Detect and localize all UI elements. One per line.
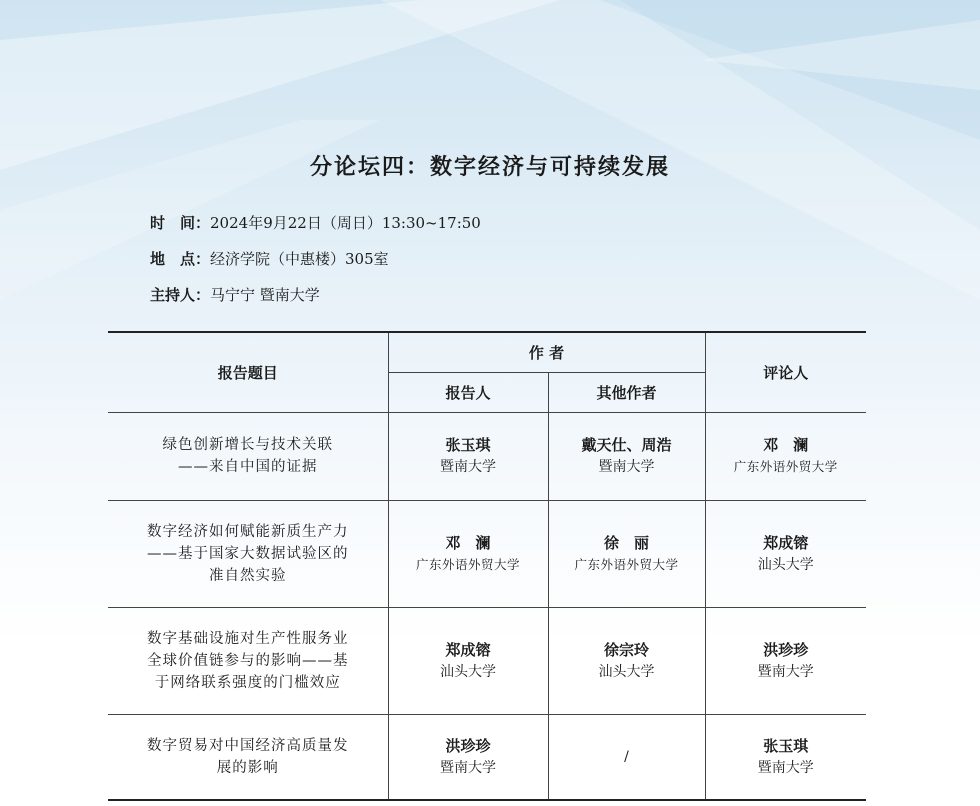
presenter-cell (388, 714, 548, 800)
commentator-cell (705, 500, 866, 607)
table-row (108, 607, 866, 714)
time-value: 2024年9月22日（周日）13:30~17:50 (210, 214, 481, 232)
table-row (108, 412, 866, 500)
header-authors: 作 者 (388, 332, 705, 372)
topic-line: ——来自中国的证据 (178, 459, 318, 475)
table-row (108, 714, 866, 800)
header-coauthors: 其他作者 (548, 372, 705, 412)
meta-time (150, 212, 481, 233)
header-topic: 报告题目 (108, 332, 388, 412)
table-row (108, 500, 866, 607)
place-label: 地 点： (150, 250, 211, 268)
host-label: 主持人： (150, 286, 211, 304)
commentator-name: 张玉琪 (763, 736, 809, 755)
coauthors-placeholder: / (624, 748, 629, 765)
coauthors-cell (548, 607, 705, 714)
place-value: 经济学院（中惠楼）305室 (210, 250, 389, 268)
coauthors-affiliation: 暨南大学 (598, 459, 655, 475)
presenter-name: 张玉琪 (445, 436, 491, 454)
coauthors-cell (548, 500, 705, 607)
commentator-name: 郑成镕 (763, 533, 809, 552)
coauthors-affiliation: 汕头大学 (598, 663, 655, 680)
topic-line: 数字经济如何赋能新质生产力 (147, 523, 349, 540)
topic-line: 数字基础设施对生产性服务业 (147, 630, 349, 647)
commentator-affiliation: 广东外语外贸大学 (733, 459, 838, 474)
presenter-cell (388, 412, 548, 500)
topic-line: ——基于国家大数据试验区的 (147, 545, 349, 562)
presenter-affiliation: 汕头大学 (440, 663, 496, 680)
commentator-cell (705, 714, 866, 800)
presenter-affiliation: 广东外语外贸大学 (415, 556, 520, 572)
topic-cell (108, 412, 388, 500)
meta-host (150, 284, 320, 305)
topic-line: 绿色创新增长与技术关联 (162, 437, 333, 453)
presenter-cell (388, 607, 548, 714)
presenter-affiliation: 暨南大学 (440, 459, 496, 475)
commentator-cell (705, 412, 866, 500)
presenter-name: 邓 澜 (445, 533, 491, 552)
topic-cell (108, 607, 388, 714)
topic-line: 全球价值链参与的影响——基 (147, 652, 349, 669)
coauthors-cell (548, 714, 705, 800)
schedule-table (108, 331, 866, 801)
commentator-affiliation: 暨南大学 (757, 663, 814, 680)
topic-line: 于网络联系强度的门槛效应 (154, 674, 341, 691)
commentator-affiliation: 汕头大学 (757, 556, 814, 573)
presenter-cell (388, 500, 548, 607)
page-title: 分论坛四：数字经济与可持续发展 (309, 154, 670, 180)
coauthors-names: 戴天仕、周浩 (581, 436, 672, 454)
presenter-affiliation: 暨南大学 (440, 759, 496, 776)
commentator-affiliation: 暨南大学 (757, 759, 814, 776)
coauthors-names: 徐 丽 (604, 533, 650, 552)
topic-line: 数字贸易对中国经济高质量发 (147, 737, 349, 754)
host-value: 马宁宁 暨南大学 (210, 286, 320, 304)
coauthors-cell (548, 412, 705, 500)
topic-line: 展的影响 (216, 759, 279, 776)
commentator-name: 洪珍珍 (763, 640, 809, 659)
header-presenter: 报告人 (388, 372, 548, 412)
presenter-name: 洪珍珍 (445, 736, 491, 755)
time-label: 时 间： (150, 214, 211, 232)
header-commentator: 评论人 (705, 332, 866, 412)
meta-place (150, 248, 389, 269)
commentator-name: 邓 澜 (763, 436, 809, 454)
topic-cell (108, 714, 388, 800)
commentator-cell (705, 607, 866, 714)
topic-line: 准自然实验 (209, 567, 287, 584)
presenter-name: 郑成镕 (445, 640, 491, 659)
topic-cell (108, 500, 388, 607)
coauthors-affiliation: 广东外语外贸大学 (574, 556, 679, 572)
coauthors-names: 徐宗玲 (604, 640, 650, 659)
